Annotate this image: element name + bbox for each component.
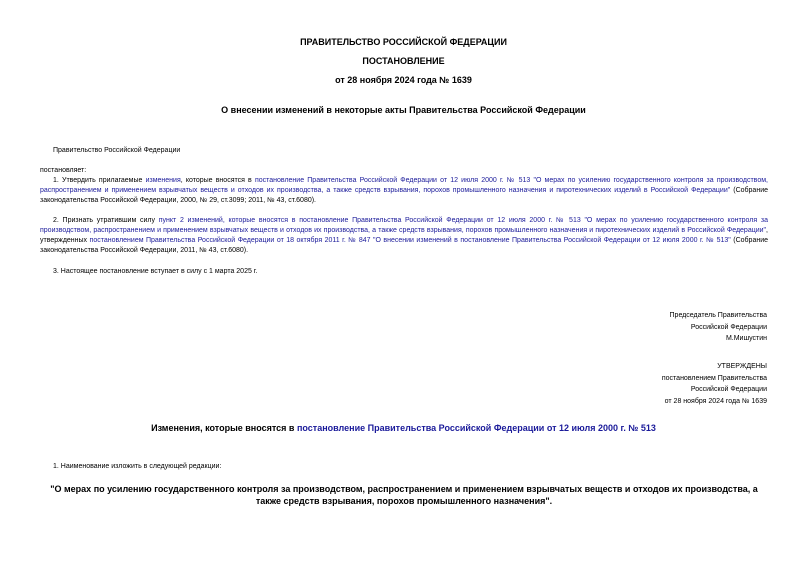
change-item-1: 1. Наименование изложить в следующей редакции:: [53, 463, 222, 470]
signature-block: [670, 310, 767, 345]
document-type: ПОСТАНОВЛЕНИЕ: [362, 56, 445, 66]
signature-title: Председатель Правительства: [669, 312, 767, 319]
new-title-quote: "О мерах по усилению государственного контроля за производством, распространением и применением взрывчатых веществ и отходов их производства, а также средств взрывания, порохов промышленного назначения".: [50, 484, 758, 506]
paragraph-2: 2. Признать утратившим силу пункт 2 изменений, которые вносятся в постановление Правительства Российской Федерации от 12 июля 2000 г. № 513 "О мерах по усилению государственного контроля за производством, распространением и применением взрывчатых веществ и отходов их производства, а также средств взрывания, порохов промышленного назначения и пиротехнических изделий в Российской Федерации", утвержденных постановлением Правительства Российской Федерации от 18 октября 2011 г. № 847 "О внесении изменений в постановление Правительства Российской Федерации от 12 июля 2000 г. № 513" (Собрание законодательства Российской Федерации, 2011, № 43, ст.6080).: [40, 217, 769, 254]
paragraph-1: 1. Утвердить прилагаемые изменения, которые вносятся в постановление Правительства Российской Федерации от 12 июля 2000 г. № 513 "О мерах по усилению государственного контроля за производством, распространением и применением взрывчатых веществ и отходов их производства, а также средств взрывания, порохов промышленного назначения и пиротехнических изделий в Российской Федерации" (Собрание законодательства Российской Федерации, 2000, № 29, ст.3099; 2011, № 43, ст.6080).: [40, 177, 768, 204]
document-date: от 28 ноября 2024 года № 1639: [335, 75, 472, 85]
point-2-link[interactable]: пункт 2 изменений, которые вносятся в постановление Правительства Российской Федерации от 12 июля 2000 г. № 513 "О мерах по усилению государственного контроля за производством, распространением и применением взрывчатых веществ и отходов их производства, а также средств взрывания, порохов промышленного назначения и пиротехнических изделий в Российской Федерации": [40, 217, 768, 234]
government-heading: ПРАВИТЕЛЬСТВО РОССИЙСКОЙ ФЕДЕРАЦИИ: [300, 37, 507, 47]
document-title: О внесении изменений в некоторые акты Правительства Российской Федерации: [221, 105, 586, 115]
decree-847-link[interactable]: постановлением Правительства Российской Федерации от 18 октября 2011 г. № 847 "О внесении изменений в постановление Правительства Российской Федерации от 12 июля 2000 г. № 513": [89, 237, 731, 244]
changes-link[interactable]: изменения: [145, 177, 181, 184]
paragraph-3: 3. Настоящее постановление вступает в силу с 1 марта 2025 г.: [53, 268, 258, 275]
signature-name: М.Мишустин: [725, 335, 767, 342]
changes-decree-513-link[interactable]: постановление Правительства Российской Федерации от 12 июля 2000 г. № 513: [296, 423, 656, 433]
signature-country: Российской Федерации: [690, 323, 767, 331]
intro-text: Правительство Российской Федерации: [53, 147, 181, 154]
approval-line-3: Российской Федерации: [690, 386, 767, 393]
approval-block: [662, 361, 767, 407]
approval-line-2: постановлением Правительства: [661, 374, 767, 382]
approval-date: от 28 ноября 2024 года № 1639: [664, 397, 767, 405]
decrees-text: постановляет:: [40, 167, 87, 174]
decree-513-link[interactable]: постановление Правительства Российской Федерации от 12 июля 2000 г. № 513 "О мерах по усилению государственного контроля за производством, распространением и применением взрывчатых веществ и отходов их производства, а также средств взрывания, порохов промышленного назначения и пиротехнических изделий в Российской Федерации": [40, 177, 768, 194]
approval-heading: УТВЕРЖДЕНЫ: [717, 363, 767, 370]
changes-title: Изменения, которые вносятся в постановление Правительства Российской Федерации от 12 июля 2000 г. № 513: [151, 423, 656, 433]
